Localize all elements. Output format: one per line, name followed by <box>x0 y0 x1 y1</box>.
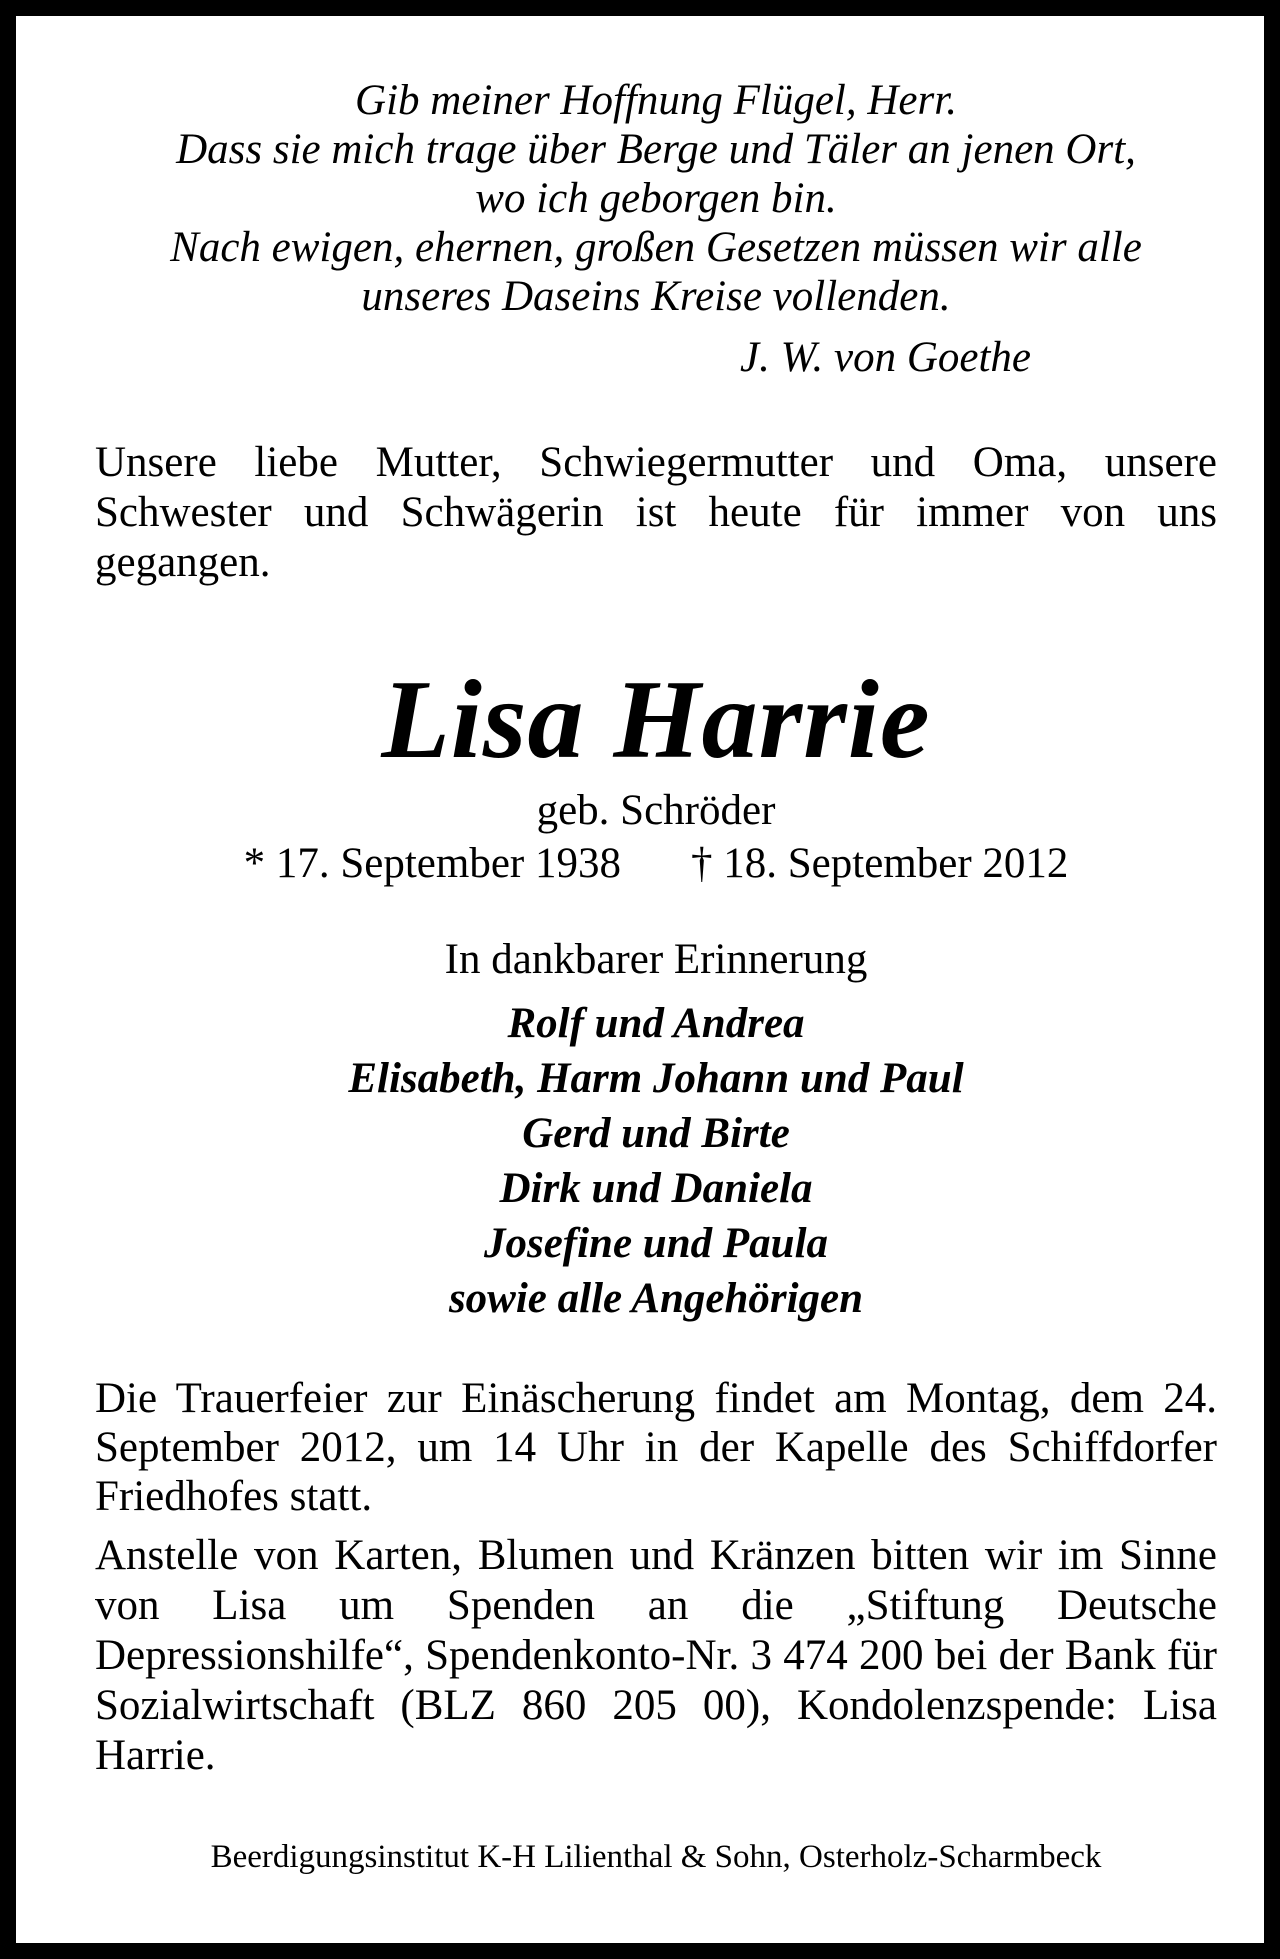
quote-attribution: J. W. von Goethe <box>740 334 1031 381</box>
quote-line: wo ich geborgen bin. <box>475 175 837 222</box>
quote-line: Gib meiner Hoffnung Flügel, Herr. <box>355 77 957 124</box>
deceased-name: Lisa Harrie <box>381 658 931 782</box>
quote-line: unseres Daseins Kreise vollenden. <box>361 273 951 320</box>
goethe-quote <box>95 76 1217 321</box>
birth-date: * 17. September 1938 <box>243 840 621 887</box>
donation-text: Anstelle von Karten, Blumen und Kränzen bitten wir im Sinne von Lisa um Spenden an die „Stiftung Deutsche Depressionshilfe“, Spendenkonto-Nr. 3 474 200 bei der Bank für Sozialwirtschaft (BLZ 860 205 00), Kondolenzspende: Lisa Harrie. <box>95 1532 1217 1779</box>
funeral-service-text: Die Trauerfeier zur Einäscherung findet am Montag, dem 24. September 2012, um 14 Uhr in der Kapelle des Schiffdorfer Friedhofes statt. <box>95 1375 1217 1520</box>
gratitude-line: In dankbarer Erinnerung <box>444 936 868 983</box>
obituary-content <box>95 76 1217 1877</box>
undertaker-line: Beerdigungsinstitut K-H Lilienthal & Sohn, Osterholz-Scharmbeck <box>210 1839 1102 1875</box>
mourner-entry: sowie alle Angehörigen <box>448 1275 864 1322</box>
mourner-entry: Dirk und Daniela <box>499 1165 813 1212</box>
mourners-list <box>95 996 1217 1326</box>
maiden-name: geb. Schröder <box>536 787 776 834</box>
death-date: † 18. September 2012 <box>691 840 1069 887</box>
quote-line: Dass sie mich trage über Berge und Täler an jenen Ort, <box>176 126 1136 173</box>
mourner-entry: Josefine und Paula <box>483 1220 829 1267</box>
life-dates <box>95 836 1217 892</box>
mourner-entry: Rolf und Andrea <box>507 1000 805 1047</box>
mourner-entry: Gerd und Birte <box>522 1110 790 1157</box>
quote-line: Nach ewigen, ehernen, großen Gesetzen müssen wir alle <box>170 224 1142 271</box>
intro-text: Unsere liebe Mutter, Schwiegermutter und Oma, unsere Schwester und Schwägerin ist heute für immer von uns gegangen. <box>95 439 1217 586</box>
mourner-entry: Elisabeth, Harm Johann und Paul <box>348 1055 964 1102</box>
